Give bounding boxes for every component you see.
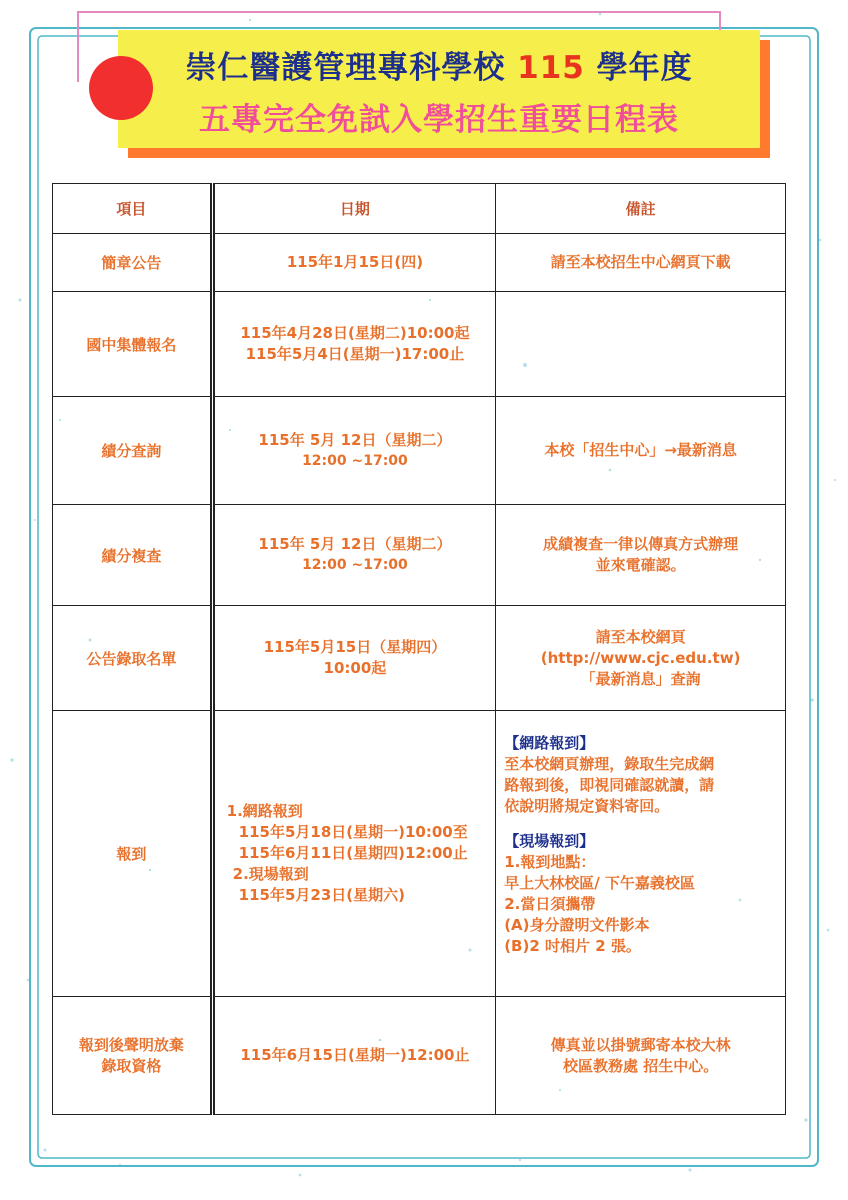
row-date: 115年 5月 12日（星期二） 12:00 ~17:00 <box>212 397 496 505</box>
row-remark: 請至本校招生中心網頁下載 <box>496 234 786 292</box>
row-date: 115年1月15日(四) <box>212 234 496 292</box>
row-item: 報到後聲明放棄 錄取資格 <box>53 997 213 1115</box>
page-subtitle: 五專完全免試入學招生重要日程表 <box>199 102 679 138</box>
column-header-item: 項目 <box>53 184 213 234</box>
row-date: 115年4月28日(星期二)10:00起 115年5月4日(星期一)17:00止 <box>212 292 496 397</box>
title-year: 115 <box>517 50 585 86</box>
table-row <box>53 505 786 606</box>
table-row <box>53 606 786 711</box>
row-remark: 【網路報到】 至本校網頁辦理，錄取生完成網 路報到後，即視同確認就讀，請 依說明將規定資料寄回。 【現場報到】 1.報到地點： 早上大林校區/ 下午嘉義校區 2.當日須攜帶 (A)身分證明文件影本 (B)2 吋相片 2 張。 <box>496 711 786 997</box>
column-header-remark: 備註 <box>496 184 786 234</box>
table-row <box>53 234 786 292</box>
row-remark: 請至本校網頁 (http://www.cjc.edu.tw) 「最新消息」查詢 <box>496 606 786 711</box>
row-remark: 本校「招生中心」→最新消息 <box>496 397 786 505</box>
column-header-date: 日期 <box>212 184 496 234</box>
row-item: 報到 <box>53 711 213 997</box>
row-date: 1.網路報到 115年5月18日(星期一)10:00至 115年6月11日(星期四)12:00止 2.現場報到 115年5月23日(星期六) <box>212 711 496 997</box>
row-item: 簡章公告 <box>53 234 213 292</box>
page-title <box>118 42 760 87</box>
row-remark: 成績複查一律以傳真方式辦理 並來電確認。 <box>496 505 786 606</box>
row-item: 國中集體報名 <box>53 292 213 397</box>
onsite-checkin-heading: 【現場報到】 <box>504 832 595 850</box>
title-school: 崇仁醫護管理專科學校 <box>185 50 518 86</box>
page-header <box>118 30 760 148</box>
title-academic-year: 學年度 <box>584 50 693 86</box>
table-row <box>53 711 786 997</box>
row-date: 115年 5月 12日（星期二） 12:00 ~17:00 <box>212 505 496 606</box>
table-row <box>53 397 786 505</box>
row-item: 績分查詢 <box>53 397 213 505</box>
table-header-row <box>53 184 786 234</box>
row-remark-empty <box>496 292 786 397</box>
schedule-table <box>52 183 786 1115</box>
row-item: 公告錄取名單 <box>53 606 213 711</box>
row-remark: 傳真並以掛號郵寄本校大林 校區教務處 招生中心。 <box>496 997 786 1115</box>
online-checkin-heading: 【網路報到】 <box>504 734 595 752</box>
row-date: 115年5月15日（星期四） 10:00起 <box>212 606 496 711</box>
table-row <box>53 997 786 1115</box>
red-circle-decoration <box>89 56 153 120</box>
row-date: 115年6月15日(星期一)12:00止 <box>212 997 496 1115</box>
row-item: 績分複查 <box>53 505 213 606</box>
table-row <box>53 292 786 397</box>
